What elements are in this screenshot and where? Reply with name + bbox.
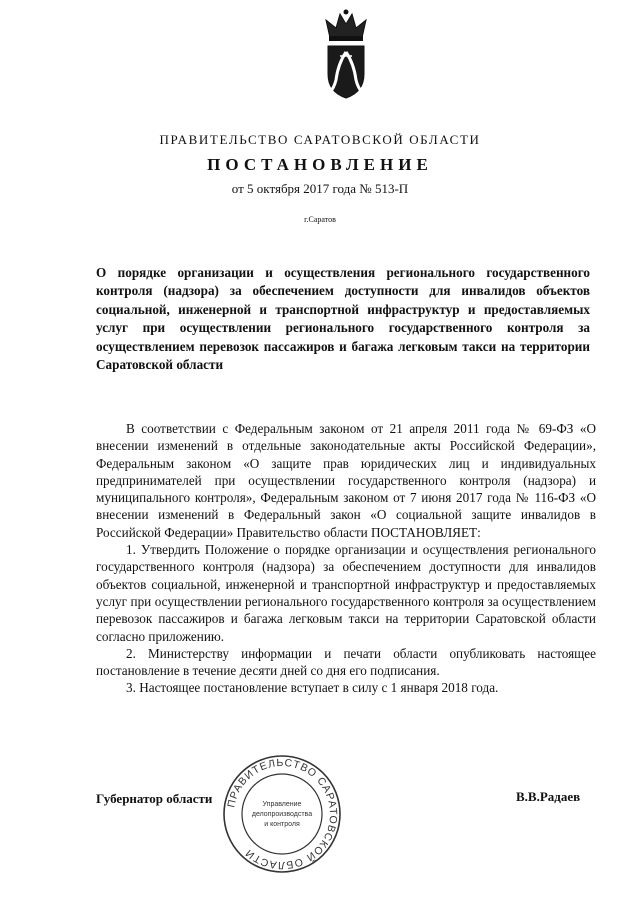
item-paragraph: 1. Утвердить Положение о порядке организации и осуществления регионального государственного контроля (надзора) за обеспечением доступности для инвалидов объектов социальной, инженерной и транспортной инфраструктур и предоставляемых услуг при осуществлении регионального государственного контроля за осуществлением перевозок пассажиров и багажа легковым такси на территории Саратовской области согласно приложению. xyxy=(96,542,596,644)
document-body xyxy=(96,420,596,697)
document-date-number: от 5 октября 2017 года № 513-П xyxy=(231,181,409,196)
document-city: г.Саратов xyxy=(304,215,336,224)
seal-center-line: Управление xyxy=(262,801,302,808)
official-seal-icon xyxy=(220,752,344,876)
item-paragraph: 3. Настоящее постановление вступает в силу с 1 января 2018 года. xyxy=(126,680,499,696)
signature-name: В.В.Радаев xyxy=(516,789,581,804)
government-name: ПРАВИТЕЛЬСТВО САРАТОВСКОЙ ОБЛАСТИ xyxy=(159,132,481,147)
seal-center-line: и контроля xyxy=(264,821,300,828)
seal-ring-text: ПРАВИТЕЛЬСТВО САРАТОВСКОЙ ОБЛАСТИ xyxy=(225,756,340,872)
saratov-coat-of-arms-icon xyxy=(316,8,376,100)
item-paragraph: 2. Министерству информации и печати области опубликовать настоящее постановление в течение десяти дней со дня его подписания. xyxy=(96,645,596,679)
preamble-paragraph: В соответствии с Федеральным законом от 21 апреля 2011 года № 69-ФЗ «О внесении изменений в отдельные законодательные акты Российской Федерации», Федеральным законом «О защите прав юридических лиц и индивидуальных предпринимателей при осуществлении государственного контроля (надзора) и муниципального контроля», Федеральным законом от 7 июня 2017 года № 116-ФЗ «О внесении изменений в Федеральный закон «О социальной защите инвалидов в Российской Федерации» Правительство области ПОСТАНОВЛЯЕТ: xyxy=(96,421,596,540)
document-title: О порядке организации и осуществления регионального государственного контроля (надзора) за обеспечением доступности для инвалидов объектов социальной, инженерной и транспортной инфраструктур и предоставляемых услуг при осуществлении регионального государственного контроля за осуществлением перевозок пассажиров и багажа легковым такси на территории Саратовской области xyxy=(96,265,590,373)
document-type: ПОСТАНОВЛЕНИЕ xyxy=(207,155,433,174)
seal-center-line: делопроизводства xyxy=(251,811,313,818)
signature-position: Губернатор области xyxy=(96,791,213,806)
